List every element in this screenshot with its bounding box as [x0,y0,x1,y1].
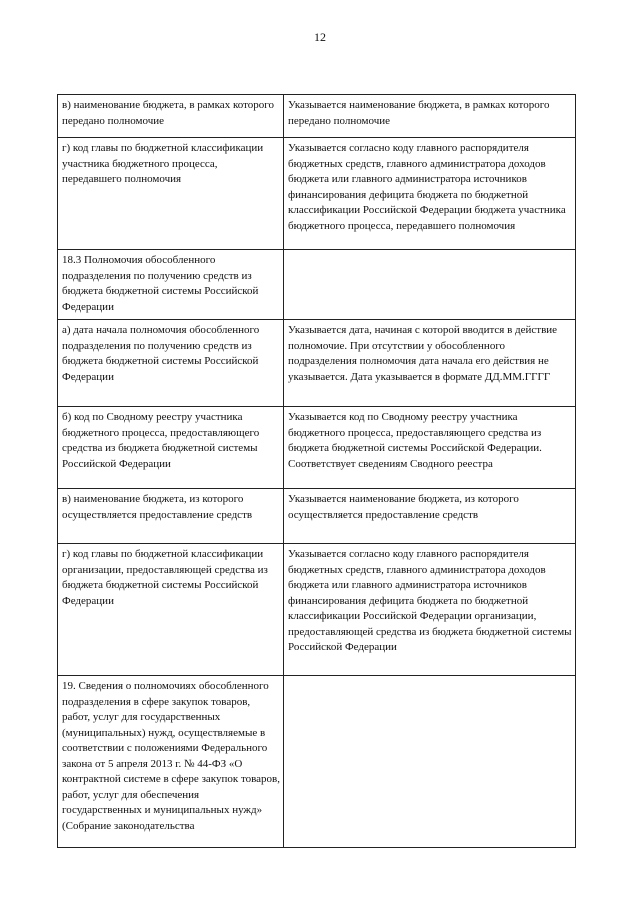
table-row [58,676,576,848]
field-description-cell: Указывается наименование бюджета, из которого осуществляется предоставление средств [284,489,576,544]
table-row [58,250,576,320]
section-heading-cell: 19. Сведения о полномочиях обособленного подразделения в сфере закупок товаров, работ, услуг для государственных (муниципальных) нужд, осуществляемые в соответствии с положениями Федерального закона от 5 апреля 2013 г. № 44-ФЗ «О контрактной системе в сфере закупок товаров, работ, услуг для обеспечения государственных и муниципальных нужд» (Собрание законодательства [58,676,284,848]
field-name-cell: г) код главы по бюджетной классификации участника бюджетного процесса, передавшего полномочия [58,138,284,250]
field-name-cell: в) наименование бюджета, в рамках которого передано полномочие [58,95,284,138]
table-row [58,138,576,250]
requirements-table [57,94,576,848]
field-name-cell: г) код главы по бюджетной классификации организации, предоставляющей средства из бюджета бюджетной системы Российской Федерации [58,544,284,676]
table-row [58,407,576,489]
field-description-cell: Указывается дата, начиная с которой вводится в действие полномочие. При отсутствии у обособленного подразделения полномочия дата начала его действия не указывается. Дата указывается в формате ДД.ММ.ГГГГ [284,320,576,407]
section-heading-cell: 18.3 Полномочия обособленного подразделения по получению средств из бюджета бюджетной системы Российской Федерации [58,250,284,320]
field-description-cell [284,250,576,320]
field-description-cell: Указывается код по Сводному реестру участника бюджетного процесса, предоставляющего средства из бюджета бюджетной системы Российской Федерации. Соответствует сведениям Сводного реестра [284,407,576,489]
field-name-cell: а) дата начала полномочия обособленного подразделения по получению средств из бюджета бюджетной системы Российской Федерации [58,320,284,407]
field-description-cell: Указывается согласно коду главного распорядителя бюджетных средств, главного администратора доходов бюджета или главного администратора источников финансирования дефицита бюджета по бюджетной классификации Российской Федерации организации, предоставляющей средства из бюджета бюджетной системы Российской Федерации [284,544,576,676]
page-number: 12 [314,30,326,44]
table-row [58,95,576,138]
field-description-cell: Указывается согласно коду главного распорядителя бюджетных средств, главного администратора доходов бюджета или главного администратора источников финансирования дефицита бюджета по бюджетной классификации Российской Федерации бюджета участника бюджетного процесса, передавшего полномочия [284,138,576,250]
field-name-cell: б) код по Сводному реестру участника бюджетного процесса, предоставляющего средства из бюджета бюджетной системы Российской Федерации [58,407,284,489]
field-description-cell [284,676,576,848]
field-name-cell: в) наименование бюджета, из которого осуществляется предоставление средств [58,489,284,544]
table-row [58,320,576,407]
table-row [58,489,576,544]
table-row [58,544,576,676]
field-description-cell: Указывается наименование бюджета, в рамках которого передано полномочие [284,95,576,138]
